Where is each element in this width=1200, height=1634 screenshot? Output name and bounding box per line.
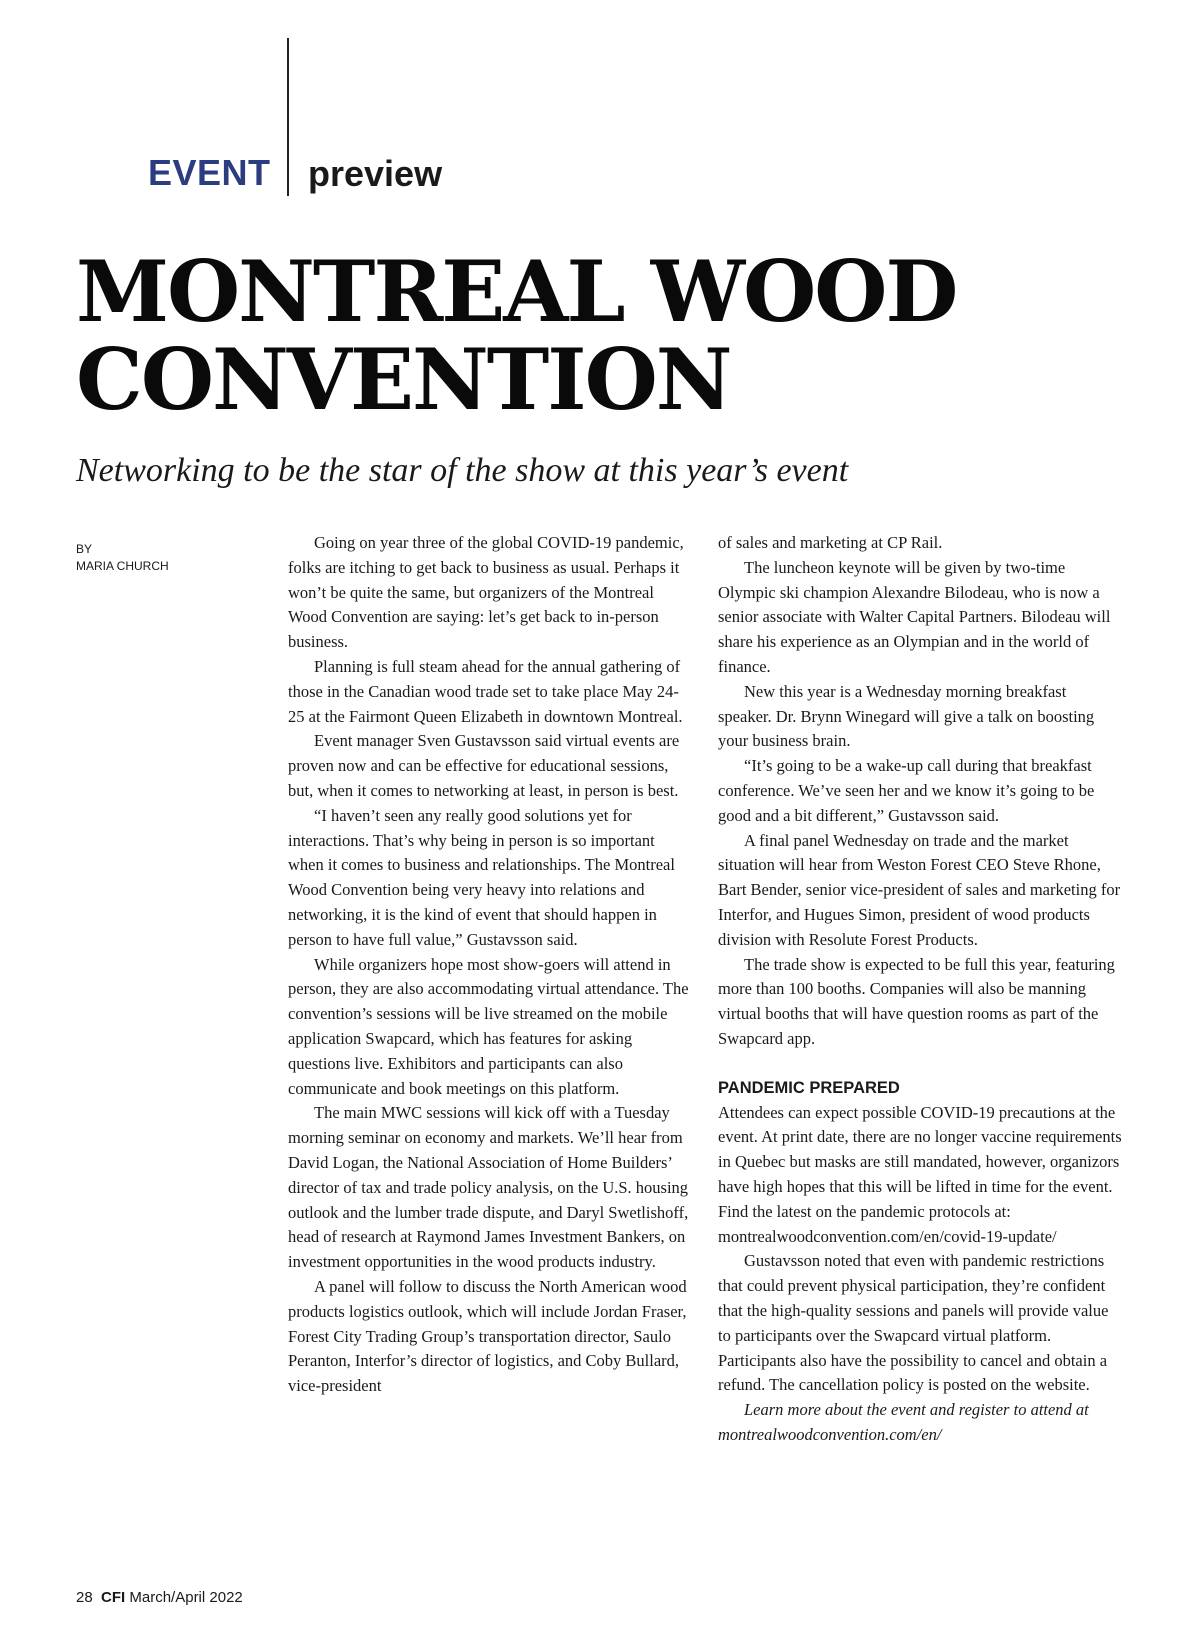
paragraph: New this year is a Wednesday morning breakfast speaker. Dr. Brynn Winegard will give a talk on boosting your business brain.: [718, 681, 1095, 751]
article-deck: Networking to be the star of the show at this year’s event: [76, 452, 849, 489]
paragraph: A final panel Wednesday on trade and the market situation will hear from Weston Forest CEO Steve Rhone, Bart Bender, senior vice-president of sales and marketing for Interfor, and Hugues Simon, president of wood products division with Resolute Forest Products.: [718, 830, 1121, 949]
paragraph: While organizers hope most show-goers will attend in person, they are also accommodating virtual attendance. The convention’s sessions will be live streamed on the mobile application Swapcard, which has features for asking questions live. Exhibitors and participants can also communicate and book meetings on this platform.: [288, 954, 689, 1098]
paragraph: A panel will follow to discuss the North American wood products logistics outlook, which will include Jordan Fraser, Forest City Trading Group’s transportation director, Saulo Peranton, Interfor’s director of logistics, and Coby Bullard, vice-president: [288, 1276, 687, 1396]
page-number: 28: [76, 1589, 93, 1606]
section-sublabel: preview: [308, 153, 443, 194]
page-footer: [76, 1589, 243, 1606]
section-label: EVENT: [148, 152, 271, 193]
subhead-pandemic-prepared: PANDEMIC PREPARED: [718, 1078, 900, 1097]
closing-note: Learn more about the event and register to attend at montrealwoodconvention.com/en/: [718, 1400, 1089, 1444]
issue-date: March/April 2022: [129, 1589, 243, 1606]
header-divider: [287, 38, 289, 196]
publication-name: CFI: [101, 1589, 126, 1606]
byline-by: BY: [76, 542, 93, 556]
article-title-line-2: CONVENTION: [76, 330, 731, 429]
paragraph: “It’s going to be a wake-up call during that breakfast conference. We’ve seen her and we know it’s going to be good and a bit different,” Gustavsson said.: [718, 756, 1095, 825]
paragraph: Attendees can expect possible COVID-19 precautions at the event. At print date, there are no longer vaccine requirements in Quebec but masks are still mandated, however, organizors have high hopes that this will be lifted in time for the event. Find the latest on the pandemic protocols at: montrealwoodconvention.com/en/covid-19-update/: [718, 1102, 1122, 1246]
byline-author: MARIA CHURCH: [76, 559, 169, 573]
byline: [76, 541, 169, 575]
body-column-1: [288, 531, 690, 1399]
paragraph-continuation: of sales and marketing at CP Rail.: [718, 533, 943, 552]
paragraph: The main MWC sessions will kick off with a Tuesday morning seminar on economy and markets. We’ll hear from David Logan, the National Association of Home Builders’ director of tax and trade policy analysis, on the U.S. housing outlook and the lumber trade dispute, and Daryl Swetlishoff, head of research at Raymond James Investment Bankers, on investment opportunities in the wood products industry.: [288, 1103, 689, 1272]
body-column-2: [718, 531, 1123, 1448]
paragraph: The trade show is expected to be full this year, featuring more than 100 booths. Companies will also be manning virtual booths that will have question rooms as part of the Swapcard app.: [718, 954, 1115, 1048]
article-title-line-1: MONTREAL WOOD: [76, 242, 957, 341]
paragraph: Planning is full steam ahead for the annual gathering of those in the Canadian wood trade set to take place May 24-25 at the Fairmont Queen Elizabeth in downtown Montreal.: [288, 656, 683, 726]
paragraph: The luncheon keynote will be given by two-time Olympic ski champion Alexandre Bilodeau, who is now a senior associate with Walter Capital Partners. Bilodeau will share his experience as an Olympian and in the world of finance.: [718, 557, 1111, 676]
paragraph: “I haven’t seen any really good solutions yet for interactions. That’s why being in person is so important when it comes to business and relationships. The Montreal Wood Convention being very heavy into relations and networking, it is the kind of event that should happen in person to have full value,” Gustavsson said.: [288, 805, 675, 949]
paragraph: Event manager Sven Gustavsson said virtual events are proven now and can be effective for educational sessions, but, when it comes to networking at least, in person is best.: [288, 731, 680, 800]
paragraph: Gustavsson noted that even with pandemic restrictions that could prevent physical participation, they’re confident that the high-quality sessions and panels will provide value to participants over the Swapcard virtual platform. Participants also have the possibility to cancel and obtain a refund. The cancellation policy is posted on the website.: [718, 1251, 1109, 1395]
article-title: [76, 242, 1176, 429]
paragraph: Going on year three of the global COVID-19 pandemic, folks are itching to get back to business as usual. Perhaps it won’t be quite the same, but organizers of the Montreal Wood Convention are saying: let’s get back to in-person business.: [288, 533, 684, 652]
